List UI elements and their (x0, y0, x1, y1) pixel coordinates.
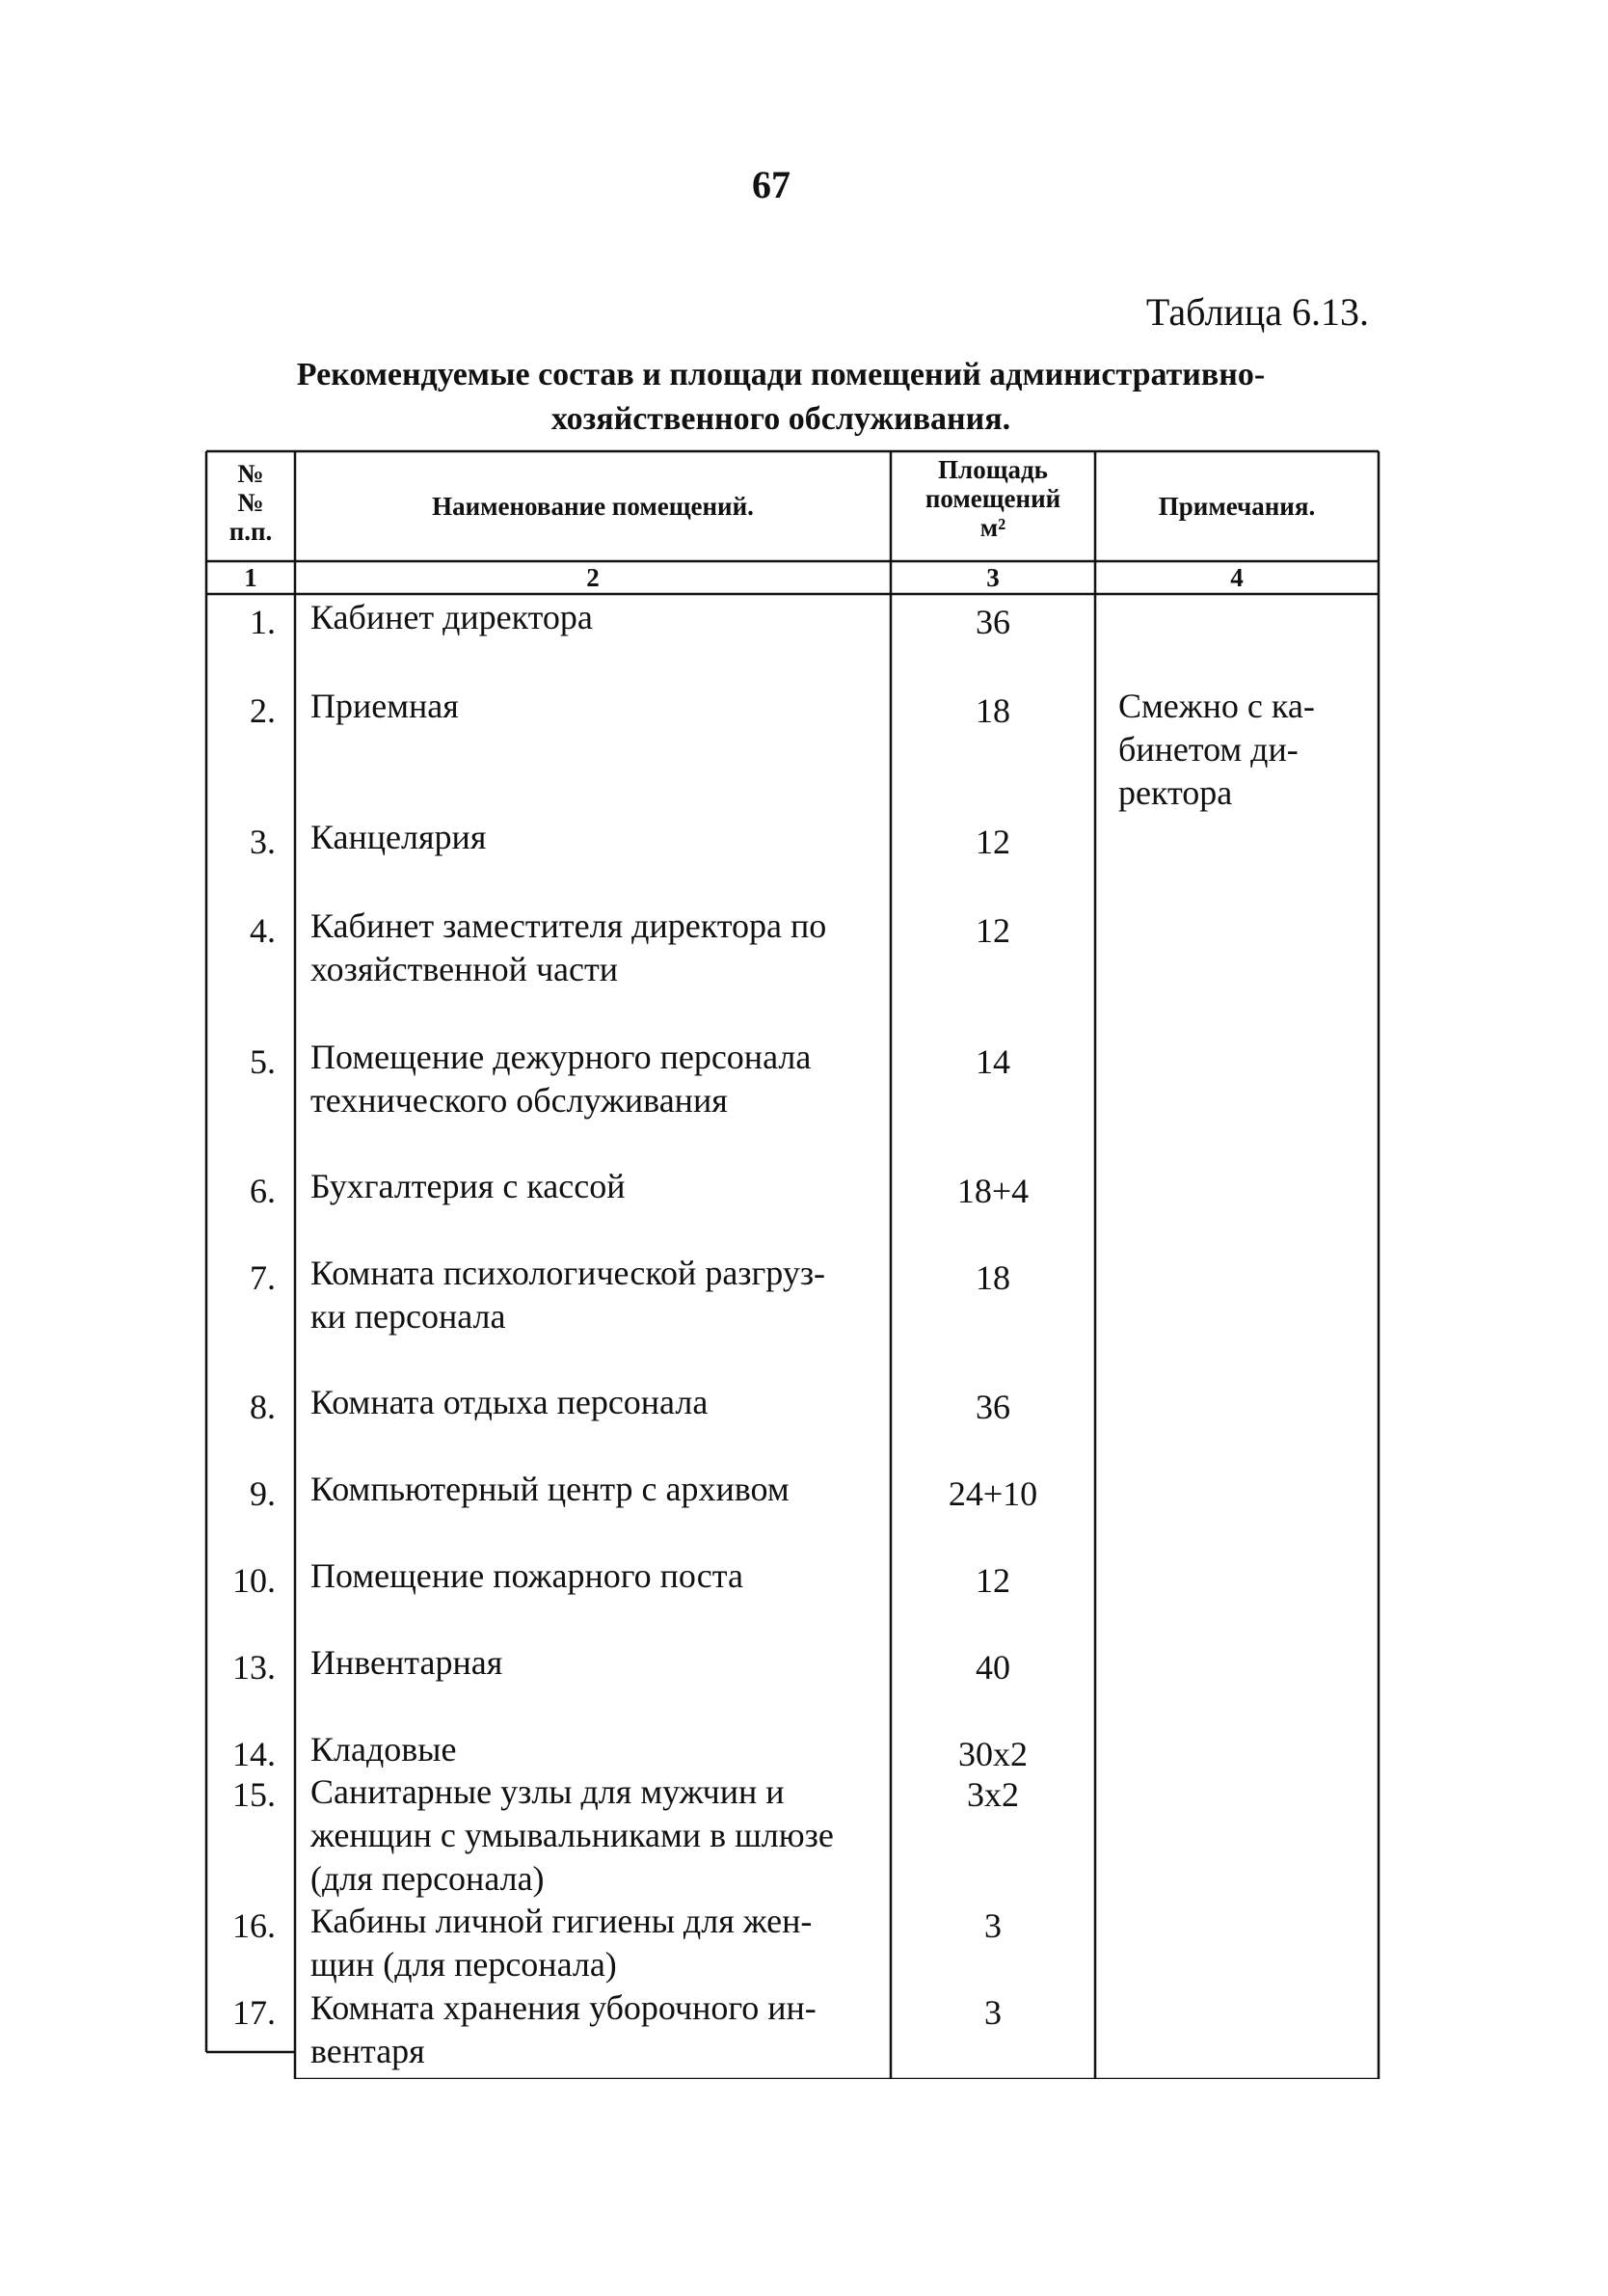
room-area: 12 (976, 1561, 1010, 1600)
room-name (310, 1036, 879, 1122)
room-name-line: Инвентарная (310, 1643, 503, 1682)
room-name-line: Бухгалтерия с кассой (310, 1167, 626, 1205)
room-name (310, 905, 879, 991)
column-number-4: 4 (1230, 563, 1244, 592)
room-area: 36 (976, 1388, 1010, 1426)
header-number-line-2: № (237, 488, 264, 517)
row-number: 15. (232, 1775, 276, 1814)
room-area: 3x2 (967, 1775, 1019, 1814)
row-number: 2. (250, 691, 276, 730)
header-notes: Примечания. (1158, 492, 1316, 521)
room-name-line: Приемная (310, 687, 459, 725)
room-note (1118, 685, 1371, 815)
room-name-line: женщин с умывальниками в шлюзе (310, 1816, 834, 1854)
table-title-line-2: хозяйственного обслуживания. (550, 401, 1011, 437)
row-number: 5. (250, 1042, 276, 1081)
header-area-line-2: помещений (925, 484, 1061, 513)
room-name-line: хозяйственной части (310, 950, 619, 988)
room-name (310, 1468, 879, 1511)
room-name-line: ки персонала (310, 1297, 506, 1336)
row-number: 17. (232, 1993, 276, 2032)
room-name (310, 685, 879, 728)
column-number-2: 2 (586, 563, 600, 592)
room-name (310, 816, 879, 859)
room-name-line: Помещение дежурного персонала (310, 1038, 812, 1076)
column-number-3: 3 (986, 563, 1000, 592)
room-name-line: Канцелярия (310, 818, 487, 856)
room-area: 30x2 (958, 1735, 1028, 1773)
room-area: 24+10 (948, 1474, 1038, 1513)
table-title (212, 353, 1350, 442)
room-name (310, 1165, 879, 1208)
room-area: 18 (976, 691, 1010, 730)
row-number: 7. (250, 1258, 276, 1297)
room-area: 36 (976, 603, 1010, 641)
row-number: 1. (250, 603, 276, 641)
room-name-line: Кабины личной гигиены для жен- (310, 1902, 813, 1940)
row-number: 14. (232, 1735, 276, 1773)
room-name-line: Комната отдыха персонала (310, 1383, 709, 1421)
room-name-line: Санитарные узлы для мужчин и (310, 1772, 785, 1811)
room-name-line: вентаря (310, 2032, 425, 2070)
room-name (310, 1770, 879, 1901)
room-name (310, 1554, 879, 1598)
room-name (310, 1728, 879, 1771)
row-number: 8. (250, 1388, 276, 1426)
room-name-line: технического обслуживания (310, 1081, 728, 1120)
row-number: 9. (250, 1474, 276, 1513)
room-name-line: щин (для персонала) (310, 1945, 617, 1984)
room-area: 14 (976, 1042, 1010, 1081)
room-area: 18+4 (956, 1172, 1030, 1210)
room-name (310, 1641, 879, 1685)
rooms-table (204, 449, 1380, 2079)
room-area: 40 (976, 1648, 1010, 1687)
row-number: 6. (250, 1172, 276, 1210)
page-number: 67 (752, 163, 791, 206)
room-note-line: Смежно с ка- (1118, 687, 1315, 725)
header-area (891, 455, 1095, 542)
room-name-line: Компьютерный центр с архивом (310, 1470, 790, 1508)
row-number: 3. (250, 823, 276, 861)
room-name-line: Кладовые (310, 1730, 457, 1769)
header-area-line-1: Площадь (938, 455, 1048, 484)
room-area: 12 (976, 911, 1010, 950)
room-name-line: (для персонала) (310, 1859, 545, 1898)
table-title-line-1: Рекомендуемые состав и площади помещений административно- (296, 357, 1266, 392)
header-number (206, 459, 295, 546)
room-name (310, 1381, 879, 1424)
room-name-line: Комната психологической разгруз- (310, 1254, 826, 1292)
room-name-line: Кабинет заместителя директора по (310, 906, 827, 945)
room-name (310, 1900, 879, 1986)
header-number-line-3: п.п. (228, 517, 273, 546)
room-area: 3 (984, 1993, 1002, 2032)
room-name (310, 1986, 879, 2073)
room-area: 3 (984, 1906, 1002, 1945)
header-name: Наименование помещений. (432, 492, 754, 521)
room-note-line: бинетом ди- (1118, 730, 1299, 769)
room-name-line: Кабинет директора (310, 598, 593, 636)
table-label: Таблица 6.13. (1145, 290, 1369, 334)
room-name-line: Комната хранения уборочного ин- (310, 1988, 817, 2027)
room-name-line: Помещение пожарного поста (310, 1556, 743, 1595)
column-number-1: 1 (244, 563, 257, 592)
room-area: 12 (976, 823, 1010, 861)
room-name (310, 1252, 879, 1338)
header-number-line-1: № (237, 459, 264, 488)
row-number: 16. (232, 1906, 276, 1945)
row-number: 13. (232, 1648, 276, 1687)
row-number: 10. (232, 1561, 276, 1600)
room-area: 18 (976, 1258, 1010, 1297)
row-number: 4. (250, 911, 276, 950)
room-name (310, 596, 879, 639)
header-area-line-3: м² (979, 513, 1006, 542)
room-note-line: ректора (1118, 773, 1233, 812)
